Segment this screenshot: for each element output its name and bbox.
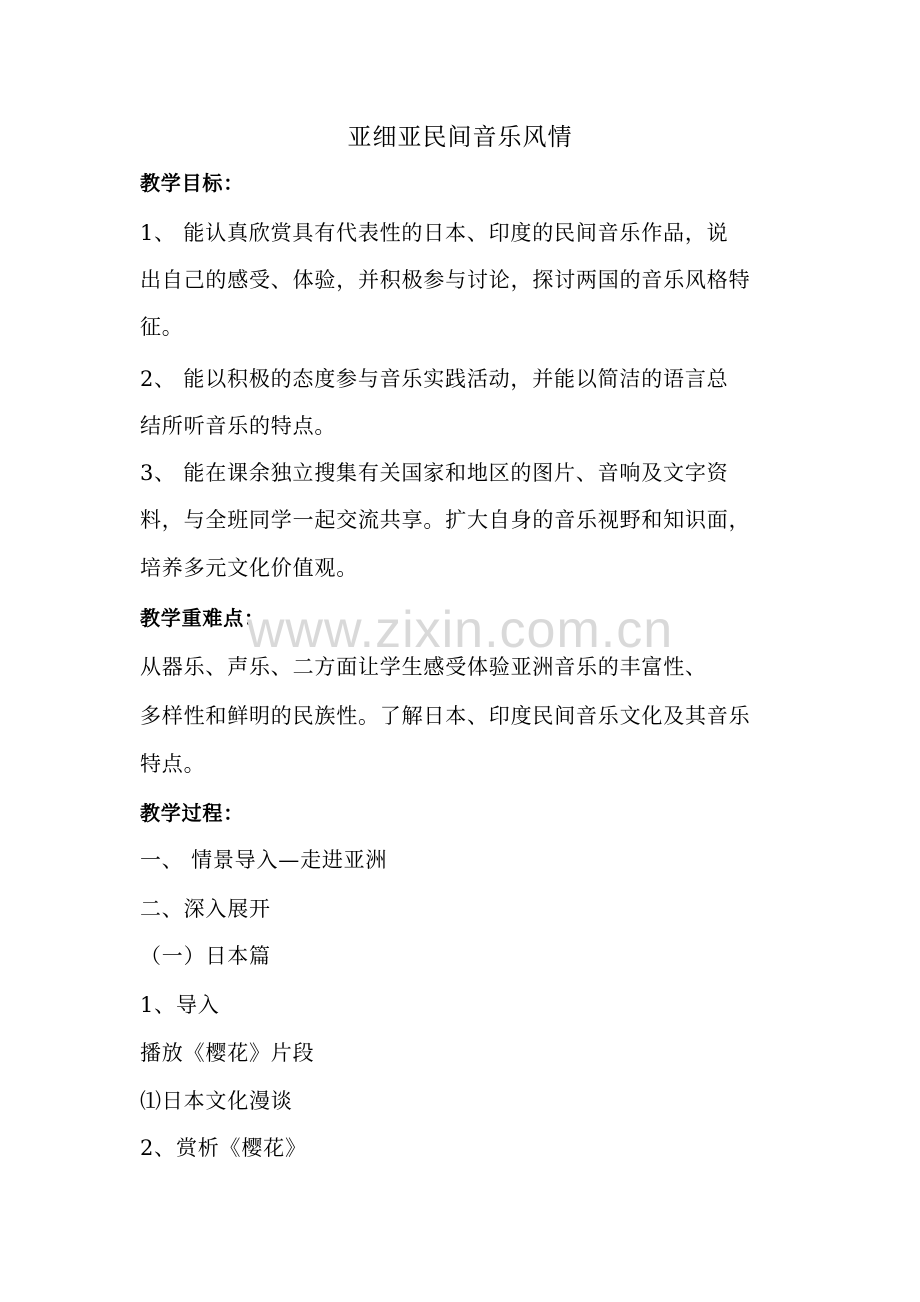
process-heading: 教学过程： (140, 801, 244, 825)
objective-2-line-1: 2、 能以积极的态度参与音乐实践活动，并能以简洁的语言总 (140, 367, 729, 391)
key-points-heading: 教学重难点： (140, 606, 265, 630)
process-step-4: 1、导入 (140, 993, 220, 1017)
watermark: www.zixin.com.cn (246, 601, 674, 659)
document-title: 亚细亚民间音乐风情 (347, 123, 573, 151)
key-points-line-3: 特点。 (140, 752, 206, 776)
objective-1-line-2: 出自己的感受、体验，并积极参与讨论，探讨两国的音乐风格特 (140, 268, 751, 292)
process-step-5: 播放《樱花》片段 (140, 1041, 315, 1065)
process-step-1: 一、 情景导入—走进亚洲 (140, 848, 388, 872)
process-step-7: 2、赏析《樱花》 (140, 1136, 307, 1160)
process-step-3: （一）日本篇 (140, 944, 271, 968)
objective-3-line-1: 3、 能在课余独立搜集有关国家和地区的图片、音响及文字资 (140, 461, 729, 485)
objective-1-line-3: 征。 (140, 315, 184, 339)
objective-3-line-2: 料，与全班同学一起交流共享。扩大自身的音乐视野和知识面， (140, 508, 751, 532)
objective-1-line-1: 1、 能认真欣赏具有代表性的日本、印度的民间音乐作品，说 (140, 221, 729, 245)
process-step-2: 二、深入展开 (140, 897, 271, 921)
key-points-line-2: 多样性和鲜明的民族性。了解日本、印度民间音乐文化及其音乐 (140, 704, 751, 728)
process-step-6: ⑴日本文化漫谈 (140, 1089, 293, 1113)
objectives-heading: 教学目标： (140, 171, 244, 195)
objective-3-line-3: 培养多元文化价值观。 (140, 556, 358, 580)
key-points-line-1: 从器乐、声乐、二方面让学生感受体验亚洲音乐的丰富性、 (140, 655, 707, 679)
objective-2-line-2: 结所听音乐的特点。 (140, 414, 337, 438)
